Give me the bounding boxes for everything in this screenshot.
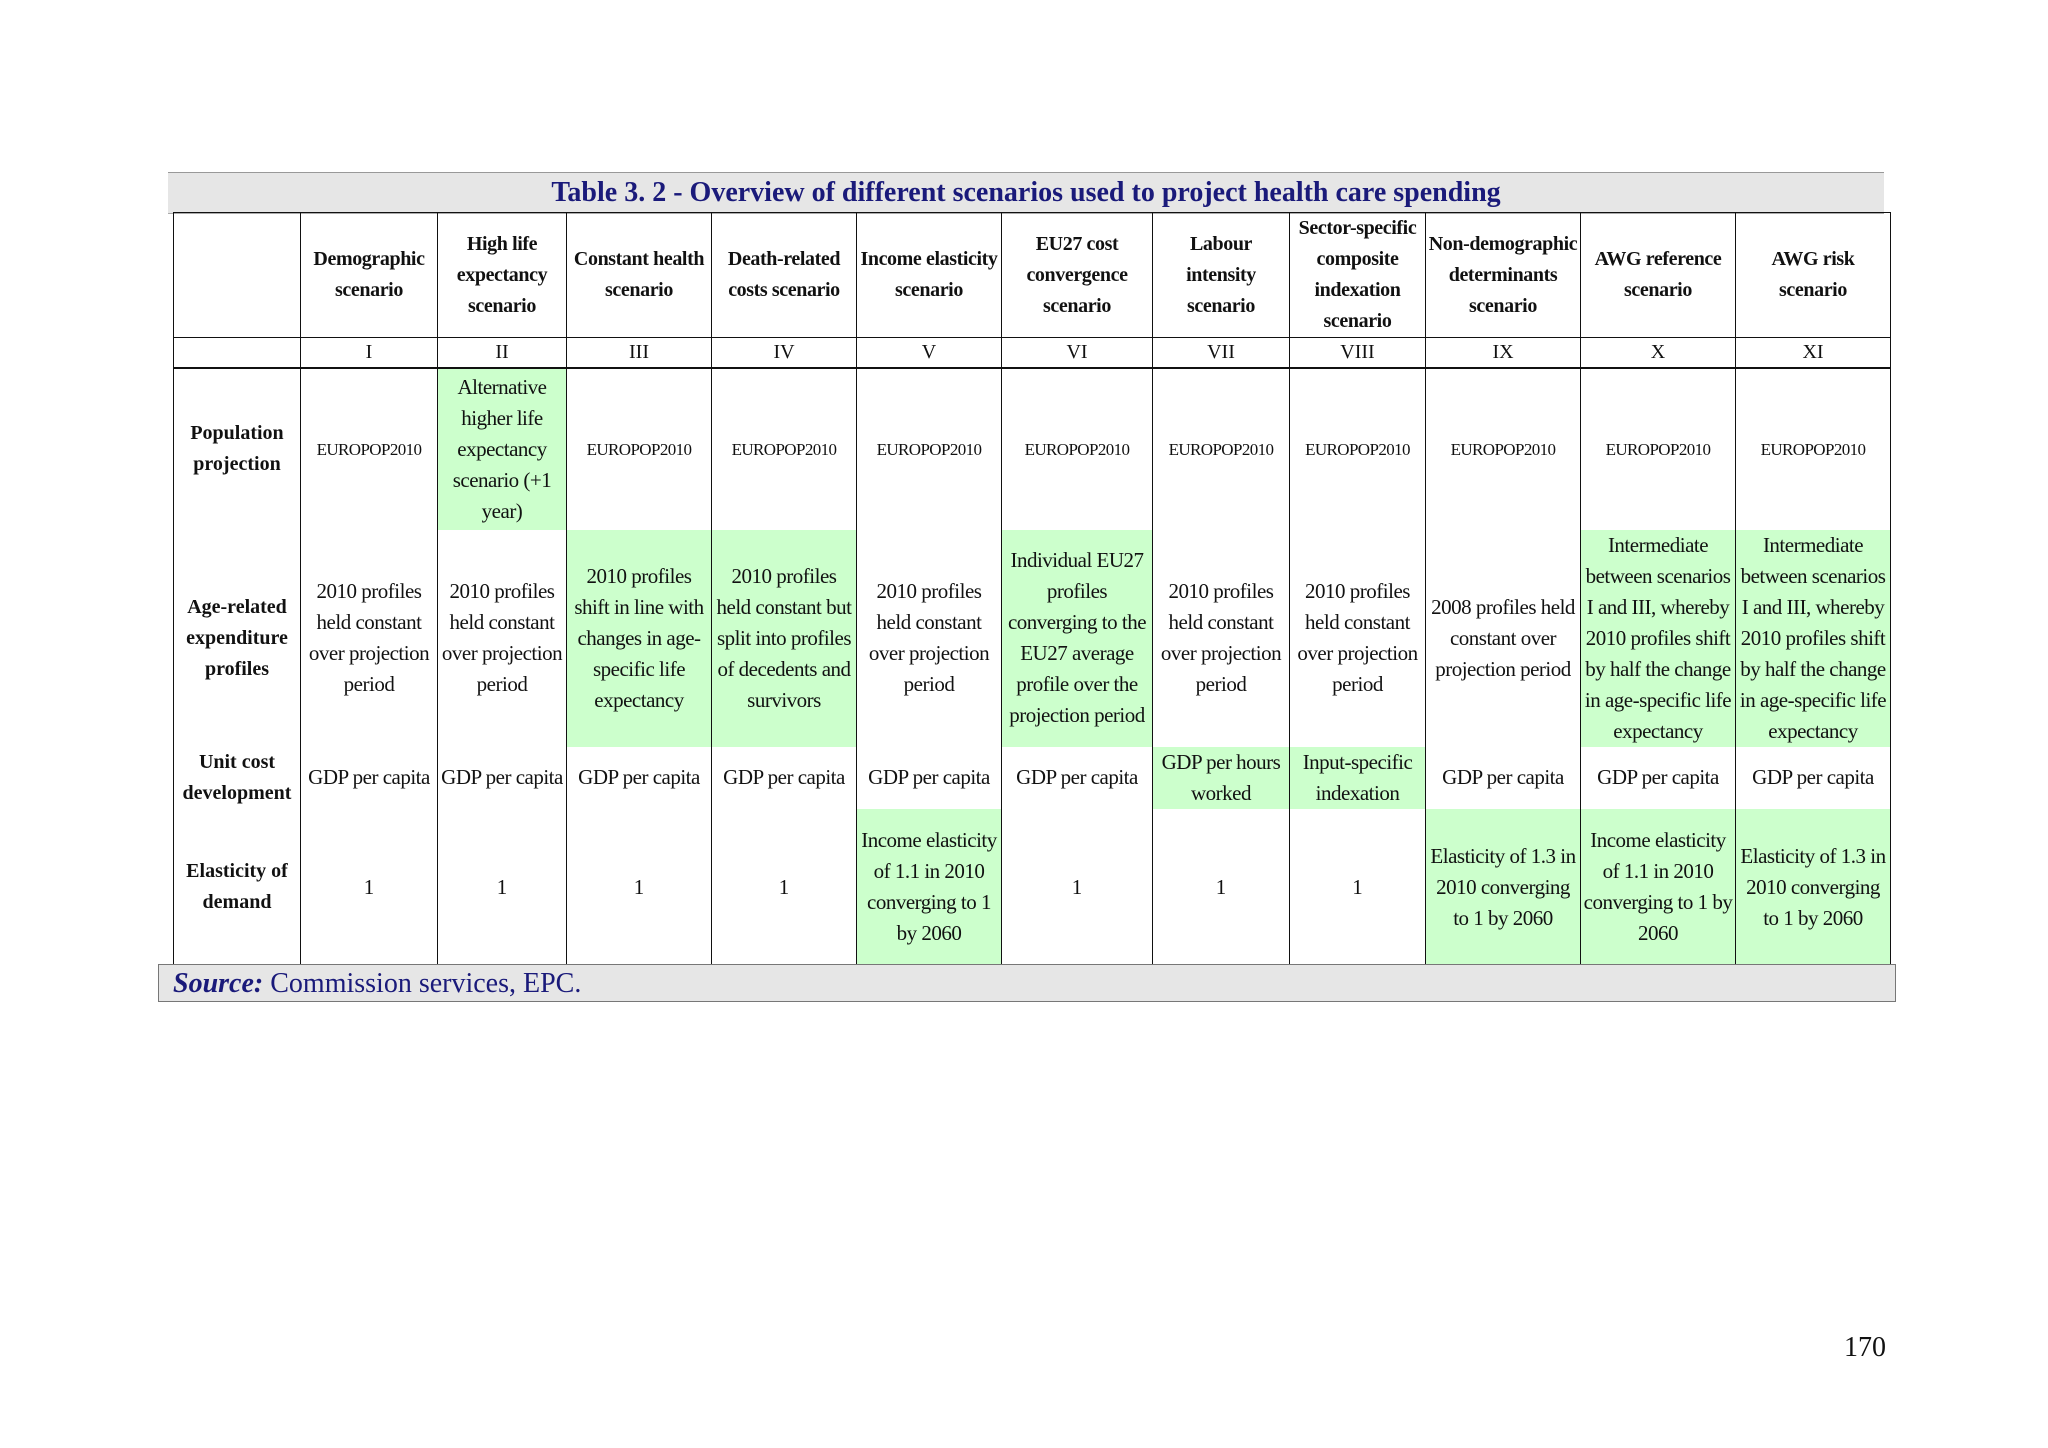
table-cell: 1 bbox=[438, 809, 567, 967]
row-label-unit-cost-development: Unit cost development bbox=[174, 747, 301, 809]
table-cell: EUROPOP2010 bbox=[857, 368, 1002, 530]
table-cell: Intermediate between scenarios I and III, whereby 2010 profiles shift by half the change in age-specific life expectancy bbox=[1581, 530, 1736, 747]
corner-cell bbox=[174, 338, 301, 368]
table-row bbox=[174, 747, 1891, 809]
scenario-numeral: VII bbox=[1153, 338, 1290, 368]
table-cell: EUROPOP2010 bbox=[1153, 368, 1290, 530]
table-cell: 2010 profiles shift in line with changes in age-specific life expectancy bbox=[567, 530, 712, 747]
scenario-numeral: III bbox=[567, 338, 712, 368]
table-cell: EUROPOP2010 bbox=[1290, 368, 1426, 530]
table-cell: 1 bbox=[1153, 809, 1290, 967]
scenario-numeral: XI bbox=[1736, 338, 1891, 368]
row-label-population-projection: Population projection bbox=[174, 368, 301, 530]
row-label-age-related-expenditure-profiles: Age-related expenditure profiles bbox=[174, 530, 301, 747]
table-cell: EUROPOP2010 bbox=[1736, 368, 1891, 530]
table-row bbox=[174, 368, 1891, 530]
table-cell: 2010 profiles held constant over projection period bbox=[438, 530, 567, 747]
column-header: AWG risk scenario bbox=[1736, 213, 1891, 338]
table-cell: GDP per capita bbox=[438, 747, 567, 809]
corner-cell bbox=[174, 213, 301, 338]
table-cell: EUROPOP2010 bbox=[1581, 368, 1736, 530]
scenario-numeral: X bbox=[1581, 338, 1736, 368]
scenario-numeral: IV bbox=[712, 338, 857, 368]
table-cell: EUROPOP2010 bbox=[1002, 368, 1153, 530]
scenario-numeral: II bbox=[438, 338, 567, 368]
column-header: Income elasticity scenario bbox=[857, 213, 1002, 338]
scenario-numeral: VIII bbox=[1290, 338, 1426, 368]
source-note bbox=[158, 964, 1896, 1002]
table-cell: EUROPOP2010 bbox=[1426, 368, 1581, 530]
table-cell: 1 bbox=[712, 809, 857, 967]
column-header: High life expectancy scenario bbox=[438, 213, 567, 338]
column-header: Labour intensity scenario bbox=[1153, 213, 1290, 338]
scenario-numeral: I bbox=[301, 338, 438, 368]
table-cell: GDP per capita bbox=[857, 747, 1002, 809]
scenario-numeral: V bbox=[857, 338, 1002, 368]
column-header: Non-demographic determinants scenario bbox=[1426, 213, 1581, 338]
table-cell: 2010 profiles held constant over projection period bbox=[1290, 530, 1426, 747]
table-cell: GDP per hours worked bbox=[1153, 747, 1290, 809]
table-cell: 1 bbox=[567, 809, 712, 967]
table-cell: EUROPOP2010 bbox=[712, 368, 857, 530]
page-number: 170 bbox=[1844, 1332, 1886, 1363]
table-cell: 2010 profiles held constant but split into profiles of decedents and survivors bbox=[712, 530, 857, 747]
table-title: Table 3. 2 - Overview of different scenarios used to project health care spending bbox=[168, 172, 1884, 214]
table-cell: 2010 profiles held constant over projection period bbox=[1153, 530, 1290, 747]
table-cell: GDP per capita bbox=[567, 747, 712, 809]
table-cell: GDP per capita bbox=[1002, 747, 1153, 809]
numeral-row bbox=[174, 338, 1891, 368]
table-cell: Alternative higher life expectancy scenario (+1 year) bbox=[438, 368, 567, 530]
table-cell: Income elasticity of 1.1 in 2010 converging to 1 by 2060 bbox=[1581, 809, 1736, 967]
column-header: Constant health scenario bbox=[567, 213, 712, 338]
table-cell: EUROPOP2010 bbox=[301, 368, 438, 530]
table-cell: Elasticity of 1.3 in 2010 converging to 1 by 2060 bbox=[1426, 809, 1581, 967]
table-cell: 2010 profiles held constant over projection period bbox=[857, 530, 1002, 747]
table-cell: EUROPOP2010 bbox=[567, 368, 712, 530]
table-cell: 1 bbox=[1290, 809, 1426, 967]
table-cell: 1 bbox=[301, 809, 438, 967]
table-cell: 2008 profiles held constant over projection period bbox=[1426, 530, 1581, 747]
row-label-elasticity-of-demand: Elasticity of demand bbox=[174, 809, 301, 967]
table-cell: Elasticity of 1.3 in 2010 converging to 1 by 2060 bbox=[1736, 809, 1891, 967]
table-row bbox=[174, 530, 1891, 747]
table-cell: GDP per capita bbox=[712, 747, 857, 809]
header-row bbox=[174, 213, 1891, 338]
scenario-numeral: IX bbox=[1426, 338, 1581, 368]
table-row bbox=[174, 809, 1891, 967]
scenario-numeral: VI bbox=[1002, 338, 1153, 368]
source-label: Source: bbox=[173, 968, 264, 999]
table-cell: GDP per capita bbox=[1581, 747, 1736, 809]
column-header: EU27 cost convergence scenario bbox=[1002, 213, 1153, 338]
column-header: Demographic scenario bbox=[301, 213, 438, 338]
column-header: Sector-specific composite indexation scenario bbox=[1290, 213, 1426, 338]
table-cell: Input-specific indexation bbox=[1290, 747, 1426, 809]
table-cell: GDP per capita bbox=[1736, 747, 1891, 809]
table-cell: 2010 profiles held constant over projection period bbox=[301, 530, 438, 747]
table-cell: GDP per capita bbox=[1426, 747, 1581, 809]
scenario-table bbox=[173, 212, 1891, 968]
table-cell: GDP per capita bbox=[301, 747, 438, 809]
table-cell: Income elasticity of 1.1 in 2010 converging to 1 by 2060 bbox=[857, 809, 1002, 967]
table-cell: Intermediate between scenarios I and III, whereby 2010 profiles shift by half the change in age-specific life expectancy bbox=[1736, 530, 1891, 747]
table-cell: 1 bbox=[1002, 809, 1153, 967]
column-header: Death-related costs scenario bbox=[712, 213, 857, 338]
column-header: AWG reference scenario bbox=[1581, 213, 1736, 338]
source-text: Commission services, EPC. bbox=[270, 968, 582, 999]
table-cell: Individual EU27 profiles converging to the EU27 average profile over the projection period bbox=[1002, 530, 1153, 747]
